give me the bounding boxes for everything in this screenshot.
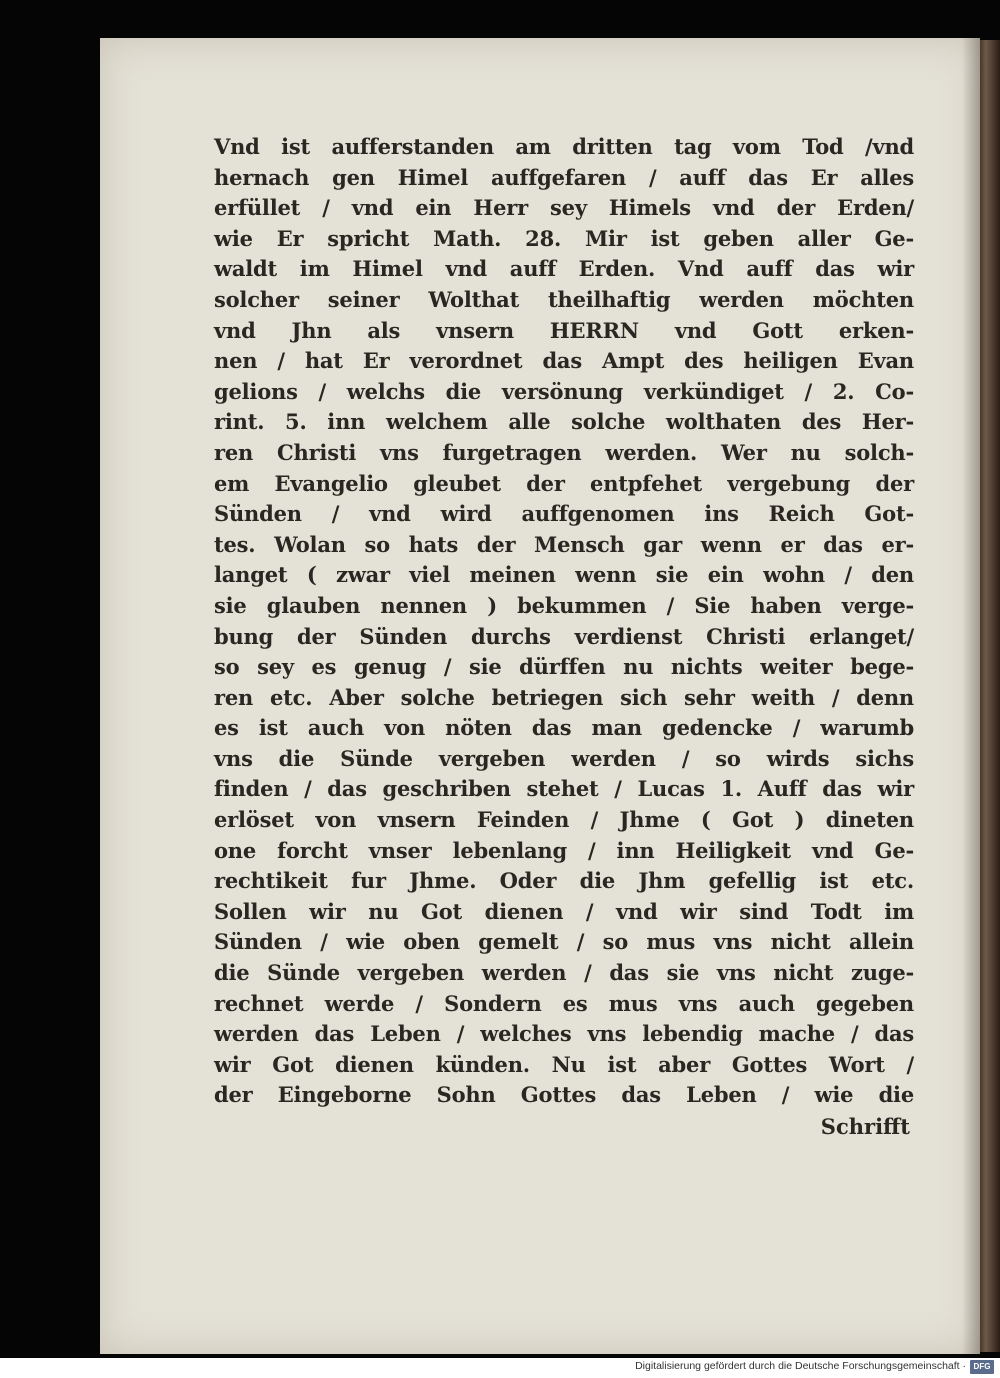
funding-credit: Digitalisierung gefördert durch die Deutsche Forschungsgemeinschaft · — [635, 1360, 966, 1372]
text-line-6: solcher seiner Wolthat theilhaftig werden möchten — [214, 286, 914, 312]
text-line-28: die Sünde vergeben werden / das sie vns nicht zuge- — [214, 960, 914, 986]
text-line-25: rechtikeit fur Jhme. Oder die Jhm gefellig ist etc. — [214, 868, 914, 894]
text-line-11: ren Christi vns furgetragen werden. Wer nu solch- — [214, 439, 914, 465]
text-line-22: finden / das geschriben stehet / Lucas 1. Auff das wir — [214, 776, 914, 802]
text-line-10: rint. 5. inn welchem alle solche wolthaten des Her- — [214, 409, 914, 435]
text-line-27: Sünden / wie oben gemelt / so mus vns nicht allein — [214, 929, 914, 955]
text-line-31: wir Got dienen künden. Nu ist aber Gottes Wort / — [214, 1051, 914, 1077]
page-text-block — [214, 132, 914, 1143]
text-line-3: erfüllet / vnd ein Herr sey Himels vnd der Erden/ — [214, 195, 914, 221]
text-line-14: tes. Wolan so hats der Mensch gar wenn er das er- — [214, 531, 914, 557]
text-line-18: so sey es genug / sie dürffen nu nichts weiter bege- — [214, 654, 914, 680]
text-line-20: es ist auch von nöten das man gedencke / warumb — [214, 715, 914, 741]
text-line-1: Vnd ist aufferstanden am dritten tag vom Tod /vnd — [214, 134, 914, 159]
text-line-12: em Evangelio gleubet der entpfehet vergebung der — [214, 470, 914, 496]
text-line-30: werden das Leben / welches vns lebendig mache / das — [214, 1021, 914, 1047]
text-line-7: vnd Jhn als vnsern HERRN vnd Gott erken- — [214, 317, 914, 343]
text-line-21: vns die Sünde vergeben werden / so wirds sichs — [214, 745, 914, 771]
text-line-9: gelions / welchs die versönung verkündiget / 2. Co- — [214, 378, 914, 404]
text-line-23: erlöset von vnsern Feinden / Jhme ( Got ) dineten — [214, 807, 914, 833]
text-line-4: wie Er spricht Math. 28. Mir ist geben aller Ge- — [214, 225, 914, 251]
text-line-15: langet ( zwar viel meinen wenn sie ein wohn / den — [214, 562, 914, 588]
text-line-16: sie glauben nennen ) bekummen / Sie haben verge- — [214, 592, 914, 618]
text-line-8: nen / hat Er verordnet das Ampt des heiligen Evan — [214, 348, 914, 374]
text-line-13: Sünden / vnd wird auffgenomen ins Reich Got- — [214, 501, 914, 527]
text-line-26: Sollen wir nu Got dienen / vnd wir sind Todt im — [214, 898, 914, 924]
book-spine-edge — [978, 40, 1000, 1352]
text-line-29: rechnet werde / Sondern es mus vns auch gegeben — [214, 990, 914, 1016]
text-line-17: bung der Sünden durchs verdienst Christi erlanget/ — [214, 623, 914, 649]
text-line-24: one forcht vnser lebenlang / inn Heiligkeit vnd Ge- — [214, 837, 914, 863]
text-line-2: hernach gen Himel auffgefaren / auff das Er alles — [214, 164, 914, 190]
dfg-logo-icon: DFG — [970, 1360, 994, 1374]
page-gutter-shadow — [962, 38, 980, 1354]
text-line-32: der Eingeborne Sohn Gottes das Leben / wie die — [214, 1082, 914, 1108]
text-line-19: ren etc. Aber solche betriegen sich sehr weith / denn — [214, 684, 914, 710]
text-line-5: waldt im Himel vnd auff Erden. Vnd auff das wir — [214, 256, 914, 282]
catchword: Schrifft — [820, 1114, 910, 1139]
